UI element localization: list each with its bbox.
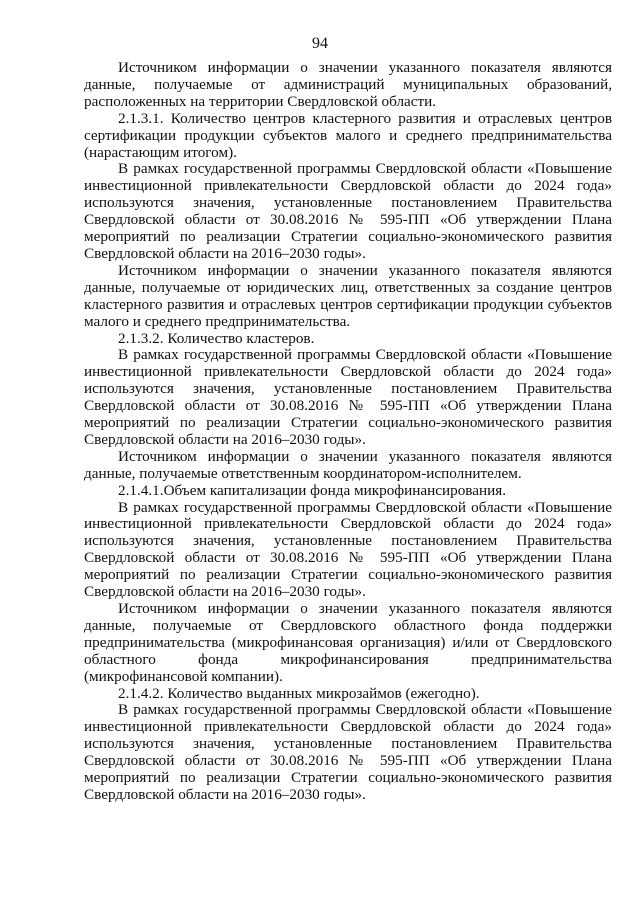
- paragraph-indicator-2-1-3-1: 2.1.3.1. Количество центров кластерного развития и отраслевых центров сертификации продукции субъектов малого и среднего предпринимательства (нарастающим итогом).: [84, 109, 612, 161]
- paragraph-info-source-legal-entities: Источником информации о значении указанного показателя являются данные, получаемые от юридических лиц, ответственных за создание центров кластерного развития и отраслевых центров сертификации продукции субъектов малого и среднего предпринимательства.: [84, 261, 612, 330]
- paragraph-program-values: В рамках государственной программы Свердловской области «Повышение инвестиционной привлекательности Свердловской области до 2024 года» используются значения, установленные постановлением Правительства Свердловской области от 30.08.2016 № 595-ПП «Об утверждении Плана мероприятий по реализации Стратегии социально-экономического развития Свердловской области на 2016–2030 годы».: [84, 346, 612, 448]
- paragraph-info-source-municipal: Источником информации о значении указанного показателя являются данные, получаемые от администраций муниципальных образований, расположенных на территории Свердловской области.: [84, 59, 612, 110]
- paragraph-info-source-funds: Источником информации о значении указанного показателя являются данные, получаемые от Свердловского областного фонда поддержки предпринимательства (микрофинансовая организация) и/или от Свердловского областного фонда микрофинансирования предпринимательства (микрофинансовой компании).: [84, 600, 612, 685]
- paragraph-indicator-2-1-4-1: 2.1.4.1.Объем капитализации фонда микрофинансирования.: [118, 481, 507, 499]
- paragraph-indicator-2-1-3-2: 2.1.3.2. Количество кластеров.: [118, 329, 315, 347]
- paragraph-info-source-coordinator: Источником информации о значении указанного показателя являются данные, получаемые ответственным координатором-исполнителем.: [84, 447, 612, 482]
- paragraph-program-values: В рамках государственной программы Свердловской области «Повышение инвестиционной привлекательности Свердловской области до 2024 года» используются значения, установленные постановлением Правительства Свердловской области от 30.08.2016 № 595-ПП «Об утверждении Плана мероприятий по реализации Стратегии социально-экономического развития Свердловской области на 2016–2030 годы».: [84, 498, 612, 601]
- paragraph-program-values: В рамках государственной программы Свердловской области «Повышение инвестиционной привлекательности Свердловской области до 2024 года» используются значения, установленные постановлением Правительства Свердловской области от 30.08.2016 № 595-ПП «Об утверждении Плана мероприятий по реализации Стратегии социально-экономического развития Свердловской области на 2016–2030 годы».: [84, 701, 612, 803]
- document-body: [84, 60, 612, 804]
- paragraph-program-values: В рамках государственной программы Свердловской области «Повышение инвестиционной привлекательности Свердловской области до 2024 года» используются значения, установленные постановлением Правительства Свердловской области от 30.08.2016 № 595-ПП «Об утверждении Плана мероприятий по реализации Стратегии социально-экономического развития Свердловской области на 2016–2030 годы».: [84, 160, 612, 262]
- page-number: 94: [312, 35, 328, 52]
- paragraph-indicator-2-1-4-2: 2.1.4.2. Количество выданных микрозаймов (ежегодно).: [118, 684, 480, 702]
